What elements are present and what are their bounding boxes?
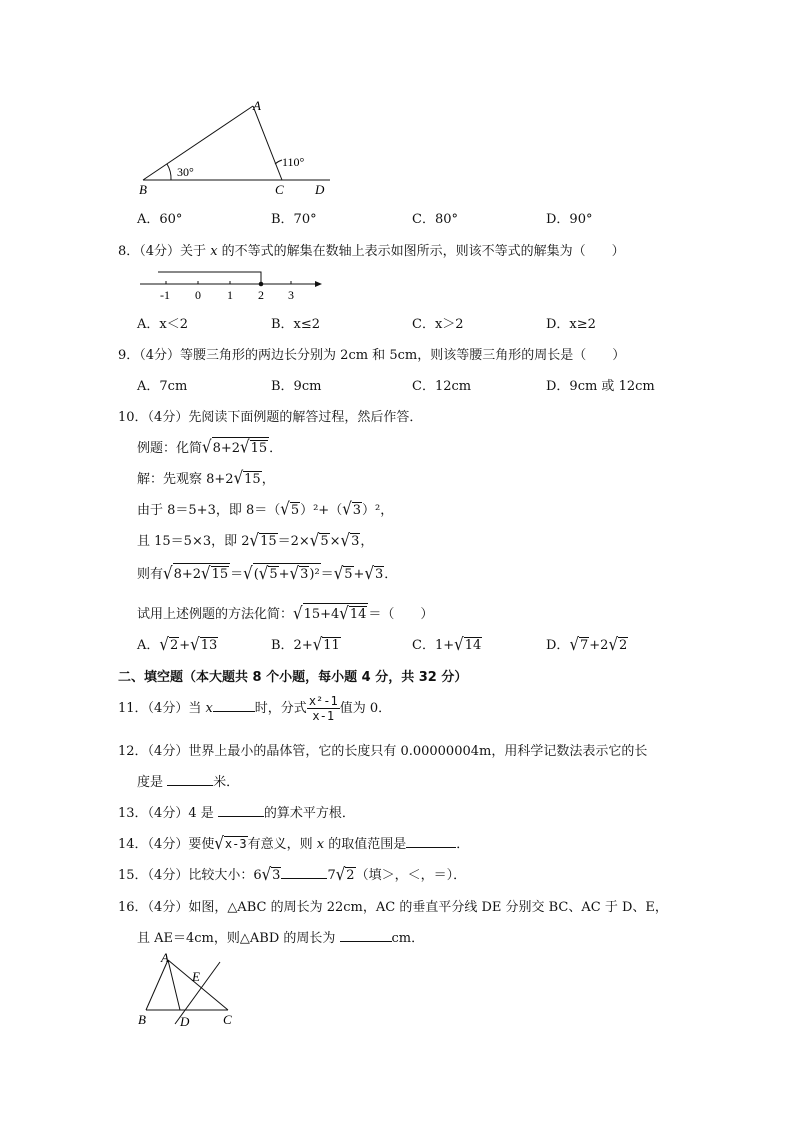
- angle-110-label: 110°: [282, 155, 305, 169]
- q10-solution-line4: 则有√8+2√15 ＝√(√5+√3)²＝√5+√3．: [137, 562, 398, 584]
- label-c: C: [223, 1012, 232, 1027]
- q14: 14．（4分）要使√x-3有意义，则 x 的取值范围是 ．: [118, 832, 470, 854]
- q7-option-c: C．80°: [412, 212, 458, 227]
- answer-blank: [218, 804, 264, 817]
- q9-option-a: A．7cm: [137, 379, 188, 394]
- angle-30-label: 30°: [177, 165, 194, 179]
- q10-solution-line2: 由于 8＝5+3，即 8＝（√5）²+（√3）²，: [137, 498, 394, 520]
- q10-option-c: C．1+√14: [412, 633, 482, 655]
- q16-line2: 且 AE＝4cm，则△ABD 的周长为 cm．: [137, 931, 425, 946]
- label-d: D: [315, 182, 325, 197]
- q10-example: 例题：化简√8+2√15 ．: [137, 436, 283, 458]
- triangle-figure-q16: [130, 950, 240, 1030]
- q10-try: 试用上述例题的方法化简：√15+4√14 ＝（ ）: [137, 602, 434, 624]
- q9-option-b: B．9cm: [271, 379, 322, 394]
- tick-label: 2: [258, 288, 264, 302]
- number-line-q8: [136, 268, 336, 302]
- q9-stem: 9．（4分）等腰三角形的两边长分别为 2cm 和 5cm，则该等腰三角形的周长是（ ）: [118, 348, 626, 363]
- section-title: 二、填空题（本大题共 8 个小题，每小题 4 分，共 32 分）: [118, 670, 468, 685]
- q10-option-a: A．√2+√13: [137, 633, 218, 655]
- q9-option-c: C．12cm: [412, 379, 472, 394]
- q8-option-c: C．x＞2: [412, 317, 464, 332]
- q16-line1: 16．（4分）如图，△ABC 的周长为 22cm，AC 的垂直平分线 DE 分别交 BC、AC 于 D、E，: [118, 900, 668, 915]
- answer-blank: [167, 773, 213, 786]
- q10-solution-line3: 且 15＝5×3，即 2√15＝2×√5×√3，: [137, 529, 374, 551]
- label-b: B: [139, 182, 147, 197]
- tick-label: 0: [195, 288, 201, 302]
- q11: 11．（4分）当 x 时，分式 $\frac{\text{x²-1}}{x-1}$ 值为 0．: [118, 694, 392, 723]
- q8-option-a: A．x＜2: [137, 317, 188, 332]
- answer-blank: [281, 866, 327, 879]
- q12-line1: 12．（4分）世界上最小的晶体管，它的长度只有 0.00000004m，用科学记数法表示它的长: [118, 744, 648, 759]
- label-e: E: [192, 969, 200, 984]
- q9-option-d: D．9cm 或 12cm: [546, 379, 655, 394]
- tick-label: 1: [227, 288, 233, 302]
- label-d: D: [180, 1014, 190, 1029]
- q13: 13．（4分）4 是 的算术平方根．: [118, 806, 355, 821]
- q7-option-a: A．60°: [137, 212, 183, 227]
- q8-option-d: D．x≥2: [546, 317, 596, 332]
- q8-option-b: B．x≤2: [271, 317, 321, 332]
- q7-option-b: B．70°: [271, 212, 317, 227]
- answer-blank: [406, 835, 456, 848]
- q10-option-b: B．2+√11: [271, 633, 340, 655]
- fraction: $\frac{\text{x²-1}}{x-1}$: [308, 694, 338, 723]
- label-a: A: [253, 98, 261, 113]
- q8-stem: 8．（4分）关于 x 的不等式的解集在数轴上表示如图所示，则该不等式的解集为（ ）: [118, 244, 625, 259]
- label-c: C: [275, 182, 284, 197]
- answer-blank: [213, 699, 255, 712]
- q10-stem: 10．（4分）先阅读下面例题的解答过程，然后作答．: [118, 410, 423, 425]
- q10-solution-line1: 解：先观察 8+2√15，: [137, 467, 275, 489]
- q10-option-d: D．√7+2√2: [546, 633, 628, 655]
- label-b: B: [138, 1012, 146, 1027]
- q15: 15．（4分）比较大小：6√3 7√2（填＞，＜，＝）．: [118, 863, 467, 885]
- triangle-figure-q7: [135, 98, 335, 198]
- q12-line2: 度是 米．: [137, 775, 240, 790]
- tick-label: -1: [160, 288, 170, 302]
- label-a: A: [161, 950, 169, 965]
- answer-blank: [340, 929, 392, 942]
- q7-option-d: D．90°: [546, 212, 593, 227]
- tick-label: 3: [288, 288, 294, 302]
